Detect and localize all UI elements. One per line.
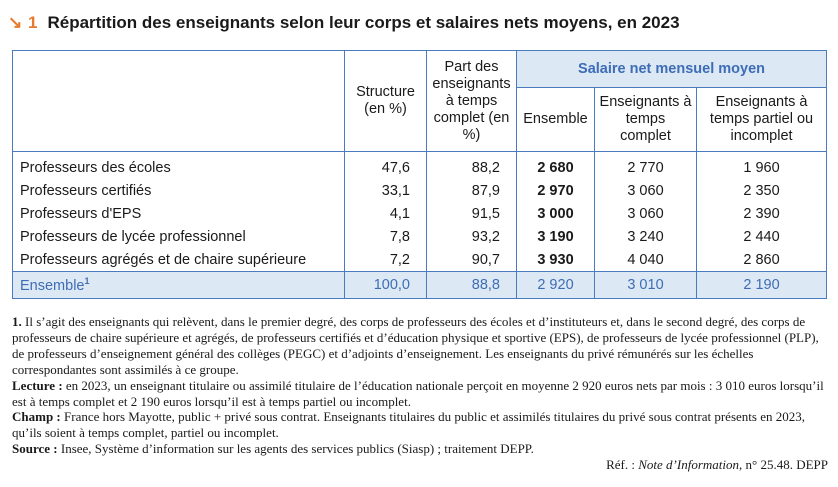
- header-structure: Structure (en %): [345, 51, 427, 152]
- cell-temps-complet-total: 3 010: [595, 272, 697, 299]
- row-label: Professeurs des écoles: [13, 152, 345, 180]
- cell-temps-partiel-total: 2 190: [697, 272, 827, 299]
- table-row-total: [13, 272, 827, 299]
- row-label-total: Ensemble$^1$: [13, 272, 345, 299]
- note-1: 1. Il s’agit des enseignants qui relèvent, dans le premier degré, des corps de professeurs des écoles et d’instituteurs et, dans le second degré, des corps de professeurs de chaire supérieure et agrégés, de professeurs certifiés et d’éducation physique et sportive (EPS), de professeurs de lycée professionnel (PLP), de professeurs d’enseignement général des collèges (PEGC) et d’adjoints d’enseignement. Les enseignants du privé rémunérés sur les échelles correspondantes sont assimilés à ce groupe.: [12, 314, 819, 377]
- cell-temps-complet: 3 240: [595, 225, 697, 248]
- table-row: [13, 202, 827, 225]
- cell-part: 93,2: [427, 225, 517, 248]
- note-source: Source : Insee, Système d’information sur les agents des services publics (Siasp) ; traitement DEPP.: [12, 441, 534, 457]
- table-row: [13, 225, 827, 248]
- table-row: [13, 152, 827, 180]
- note-champ: Champ : France hors Mayotte, public + privé sous contrat. Enseignants titulaires du public et assimilés titulaires du privé sous contrat présents en 2023, qu’ils soient à temps complet, partiel ou incomplet.: [12, 409, 805, 441]
- cell-temps-complet: 4 040: [595, 248, 697, 272]
- cell-temps-complet: 3 060: [595, 179, 697, 202]
- cell-part: 91,5: [427, 202, 517, 225]
- cell-part: 87,9: [427, 179, 517, 202]
- figure-title-text: Répartition des enseignants selon leur corps et salaires nets moyens, en 2023: [47, 13, 680, 32]
- cell-ensemble-total: 2 920: [517, 272, 595, 299]
- note-reference: Réf. : Note d’Information, n° 25.48. DEPP: [606, 457, 828, 473]
- cell-temps-partiel: 2 390: [697, 202, 827, 225]
- cell-part-total: 88,8: [427, 272, 517, 299]
- table-row: [13, 179, 827, 202]
- figure-title: [8, 10, 680, 36]
- cell-structure: 47,6: [345, 152, 427, 180]
- south-east-arrow-icon: ↘: [8, 13, 23, 32]
- notes: [12, 314, 828, 473]
- cell-ensemble: 2 680: [517, 152, 595, 180]
- cell-ensemble: 3 190: [517, 225, 595, 248]
- cell-ensemble: 3 000: [517, 202, 595, 225]
- cell-structure: 7,8: [345, 225, 427, 248]
- note-lecture: Lecture : en 2023, un enseignant titulaire ou assimilé titulaire de l’éducation nationale perçoit en moyenne 2 920 euros nets par mois : 3 010 euros lorsqu’il est à temps complet et 2 190 euros lorsqu’il est à temps partiel ou incomplet.: [12, 377, 824, 409]
- salary-table: [12, 50, 827, 299]
- row-label: Professeurs agrégés et de chaire supérieure: [13, 248, 345, 272]
- header-ensemble: Ensemble: [517, 88, 595, 152]
- header-blank: [13, 51, 345, 152]
- row-label: Professeurs d'EPS: [13, 202, 345, 225]
- header-temps-complet: Enseignants à temps complet: [595, 88, 697, 152]
- header-part-temps-complet: Part des enseignants à temps complet (en %): [427, 51, 517, 152]
- row-label: Professeurs de lycée professionnel: [13, 225, 345, 248]
- cell-ensemble: 3 930: [517, 248, 595, 272]
- row-label: Professeurs certifiés: [13, 179, 345, 202]
- cell-structure: 4,1: [345, 202, 427, 225]
- cell-part: 90,7: [427, 248, 517, 272]
- cell-temps-partiel: 2 860: [697, 248, 827, 272]
- header-salaire-group: Salaire net mensuel moyen: [517, 51, 827, 88]
- cell-temps-partiel: 2 350: [697, 179, 827, 202]
- cell-temps-partiel: 1 960: [697, 152, 827, 180]
- cell-structure-total: 100,0: [345, 272, 427, 299]
- cell-temps-partiel: 2 440: [697, 225, 827, 248]
- table-row: [13, 248, 827, 272]
- figure-number: 1: [28, 13, 38, 32]
- cell-structure: 7,2: [345, 248, 427, 272]
- cell-temps-complet: 3 060: [595, 202, 697, 225]
- cell-ensemble: 2 970: [517, 179, 595, 202]
- cell-temps-complet: 2 770: [595, 152, 697, 180]
- cell-part: 88,2: [427, 152, 517, 180]
- cell-structure: 33,1: [345, 179, 427, 202]
- header-temps-partiel: Enseignants à temps partiel ou incomplet: [697, 88, 827, 152]
